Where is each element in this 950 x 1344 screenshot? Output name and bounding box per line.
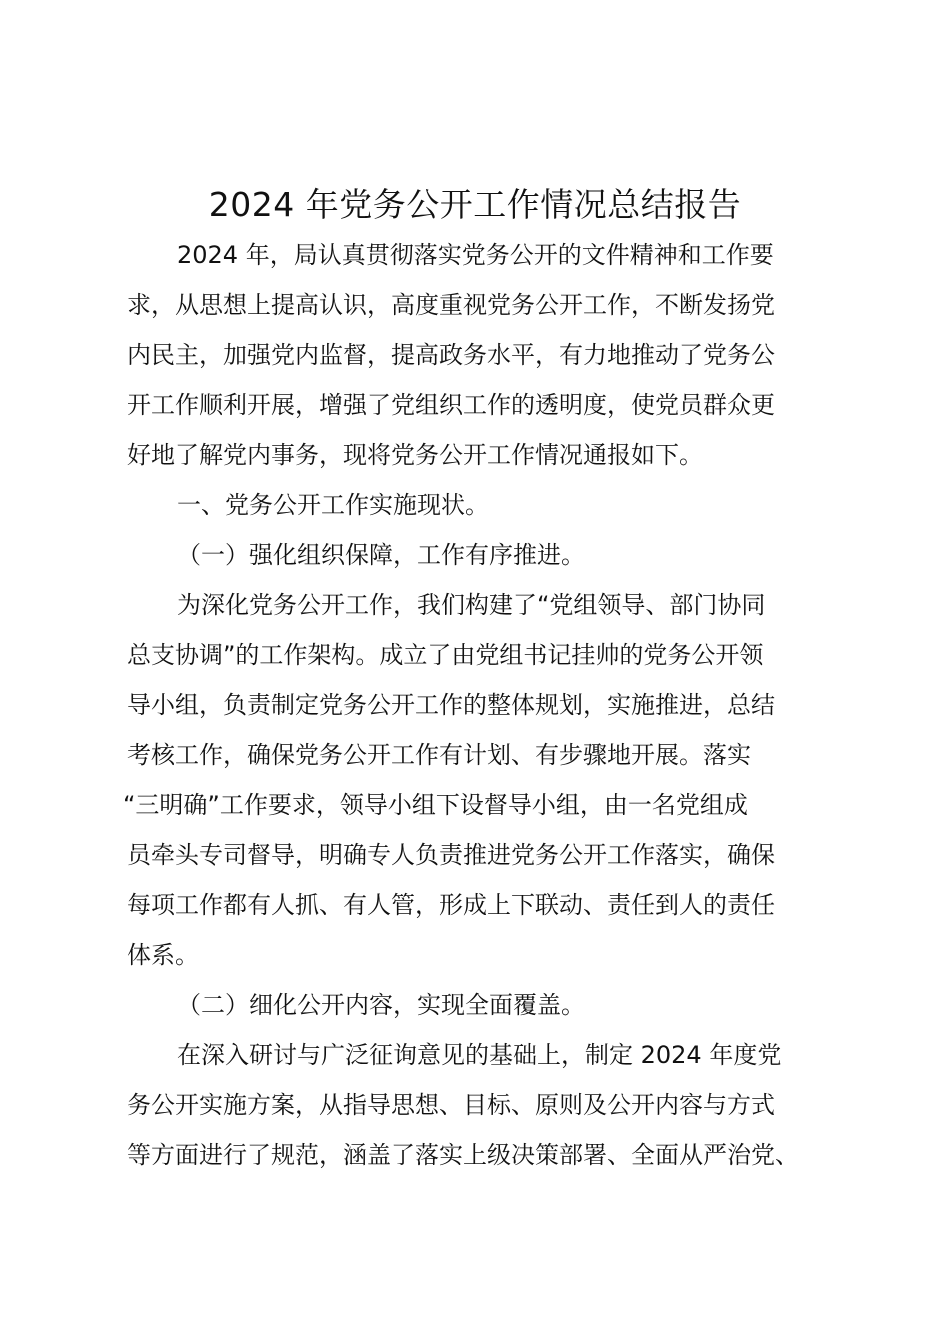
document-body bbox=[123, 230, 847, 1180]
paragraph-line: “三明确”工作要求，领导小组下设督导小组，由一名党组成 bbox=[123, 791, 748, 819]
paragraph-line: 求，从思想上提高认识，高度重视党务公开工作，不断发扬党 bbox=[127, 291, 775, 319]
paragraph-line: 2024 年，局认真贯彻落实党务公开的文件精神和工作要 bbox=[177, 241, 774, 269]
paragraph-line: 总支协调”的工作架构。成立了由党组书记挂帅的党务公开领 bbox=[127, 641, 764, 669]
document-title: 2024 年党务公开工作情况总结报告 bbox=[208, 185, 742, 224]
paragraph-line: 好地了解党内事务，现将党务公开工作情况通报如下。 bbox=[127, 441, 703, 469]
paragraph-line: 员牵头专司督导，明确专人负责推进党务公开工作落实，确保 bbox=[127, 841, 775, 869]
paragraph-line: 导小组，负责制定党务公开工作的整体规划，实施推进，总结 bbox=[127, 691, 775, 719]
subsection-heading: （二）细化公开内容，实现全面覆盖。 bbox=[177, 991, 585, 1019]
paragraph-line: 体系。 bbox=[127, 941, 199, 969]
paragraph-line: 内民主，加强党内监督，提高政务水平，有力地推动了党务公 bbox=[127, 341, 775, 369]
paragraph-line: 为深化党务公开工作，我们构建了“党组领导、部门协同 bbox=[177, 591, 766, 619]
paragraph-line: 务公开实施方案，从指导思想、目标、原则及公开内容与方式 bbox=[127, 1091, 775, 1119]
paragraph-line: 开工作顺利开展，增强了党组织工作的透明度，使党员群众更 bbox=[127, 391, 775, 419]
subsection-heading: （一）强化组织保障，工作有序推进。 bbox=[177, 541, 585, 569]
paragraph-line: 考核工作，确保党务公开工作有计划、有步骤地开展。落实 bbox=[127, 741, 751, 769]
paragraph-line: 每项工作都有人抓、有人管，形成上下联动、责任到人的责任 bbox=[127, 891, 775, 919]
paragraph-line: 在深入研讨与广泛征询意见的基础上，制定 2024 年度党 bbox=[177, 1041, 782, 1069]
paragraph-line: 等方面进行了规范，涵盖了落实上级决策部署、全面从严治党、 bbox=[127, 1141, 799, 1169]
section-heading: 一、党务公开工作实施现状。 bbox=[177, 491, 489, 519]
